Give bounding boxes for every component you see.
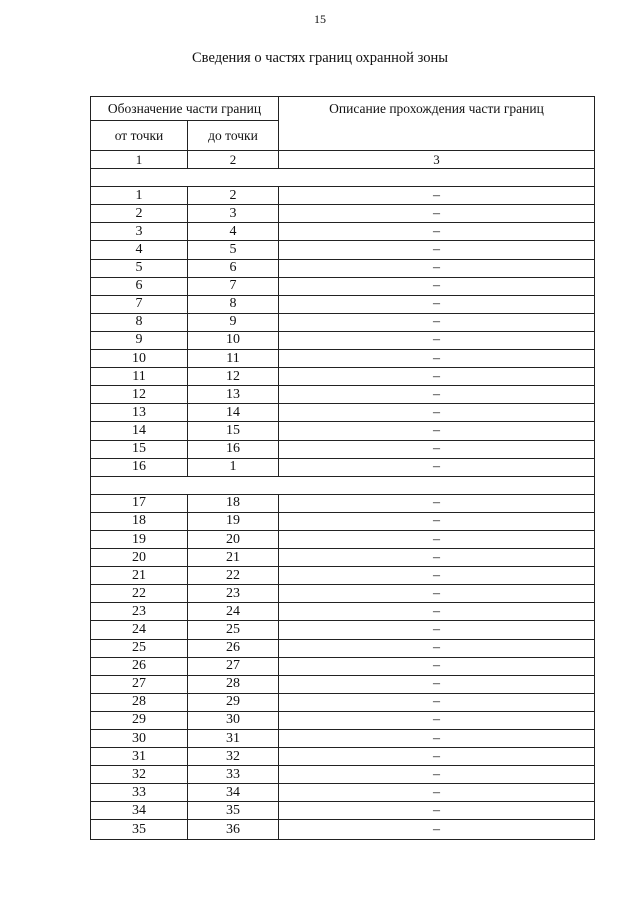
column-number: 1 <box>91 151 188 168</box>
to-point-cell: 9 <box>188 314 279 331</box>
to-point-cell: 2 <box>188 187 279 204</box>
table-row <box>91 694 594 712</box>
table-row <box>91 676 594 694</box>
description-cell: – <box>433 223 440 239</box>
table-row <box>91 332 594 350</box>
table-row <box>91 603 594 621</box>
from-point-cell: 28 <box>91 694 188 711</box>
from-point-cell: 7 <box>91 296 188 313</box>
header-boundary-description: Описание прохождения части границ <box>329 101 544 116</box>
from-point-cell: 19 <box>91 531 188 548</box>
table-row <box>91 422 594 440</box>
to-point-cell: 23 <box>188 585 279 602</box>
to-point-cell: 5 <box>188 241 279 258</box>
to-point-cell: 36 <box>188 820 279 838</box>
table-row <box>91 314 594 332</box>
from-point-cell: 33 <box>91 784 188 801</box>
to-point-cell: 10 <box>188 332 279 349</box>
description-cell: – <box>433 748 440 764</box>
description-cell: – <box>433 712 440 728</box>
table-row <box>91 223 594 241</box>
from-point-cell: 14 <box>91 422 188 439</box>
from-point-cell: 32 <box>91 766 188 783</box>
boundary-table <box>90 96 595 840</box>
description-cell: – <box>433 350 440 366</box>
description-cell: – <box>433 640 440 656</box>
table-row <box>91 296 594 314</box>
description-cell: – <box>433 676 440 692</box>
from-point-cell: 16 <box>91 459 188 476</box>
table-row <box>91 260 594 278</box>
to-point-cell: 28 <box>188 676 279 693</box>
from-point-cell: 35 <box>91 820 188 838</box>
to-point-cell: 21 <box>188 549 279 566</box>
from-point-cell: 24 <box>91 621 188 638</box>
to-point-cell: 15 <box>188 422 279 439</box>
from-point-cell: 22 <box>91 585 188 602</box>
to-point-cell: 27 <box>188 658 279 675</box>
to-point-cell: 6 <box>188 260 279 277</box>
from-point-cell: 13 <box>91 404 188 421</box>
description-cell: – <box>433 513 440 529</box>
description-cell: – <box>433 549 440 565</box>
description-cell: – <box>433 314 440 330</box>
from-point-cell: 2 <box>91 205 188 222</box>
to-point-cell: 32 <box>188 748 279 765</box>
to-point-cell: 11 <box>188 350 279 367</box>
description-cell: – <box>433 422 440 438</box>
table-row <box>91 640 594 658</box>
to-point-cell: 19 <box>188 513 279 530</box>
description-cell: – <box>433 332 440 348</box>
description-cell: – <box>433 242 440 258</box>
from-point-cell: 25 <box>91 640 188 657</box>
to-point-cell: 16 <box>188 441 279 458</box>
column-number: 2 <box>188 151 279 168</box>
table-row <box>91 658 594 676</box>
page-number: 15 <box>314 12 326 26</box>
table-row <box>91 621 594 639</box>
from-point-cell: 12 <box>91 386 188 403</box>
column-number: 3 <box>433 152 440 168</box>
to-point-cell: 33 <box>188 766 279 783</box>
description-cell: – <box>433 495 440 511</box>
header-boundary-designation: Обозначение части границ <box>91 97 279 121</box>
description-cell: – <box>433 386 440 402</box>
description-cell: – <box>433 260 440 276</box>
from-point-cell: 18 <box>91 513 188 530</box>
description-cell: – <box>433 585 440 601</box>
to-point-cell: 26 <box>188 640 279 657</box>
to-point-cell: 29 <box>188 694 279 711</box>
group-separator-row <box>91 169 594 187</box>
group-separator-row <box>91 477 594 495</box>
table-row <box>91 350 594 368</box>
to-point-cell: 12 <box>188 368 279 385</box>
to-point-cell: 24 <box>188 603 279 620</box>
table-header <box>91 97 594 151</box>
description-cell: – <box>433 766 440 782</box>
table-row <box>91 441 594 459</box>
table-row <box>91 784 594 802</box>
table-row <box>91 549 594 567</box>
header-from-point: от точки <box>91 121 188 150</box>
table-row <box>91 567 594 585</box>
from-point-cell: 30 <box>91 730 188 747</box>
to-point-cell: 1 <box>188 459 279 476</box>
table-row <box>91 187 594 205</box>
table-row <box>91 730 594 748</box>
table-row <box>91 802 594 820</box>
description-cell: – <box>433 531 440 547</box>
description-cell: – <box>433 621 440 637</box>
table-row <box>91 404 594 422</box>
from-point-cell: 6 <box>91 278 188 295</box>
table-row <box>91 205 594 223</box>
column-number-row <box>91 151 594 169</box>
description-cell: – <box>433 296 440 312</box>
from-point-cell: 20 <box>91 549 188 566</box>
table-row <box>91 585 594 603</box>
from-point-cell: 5 <box>91 260 188 277</box>
from-point-cell: 27 <box>91 676 188 693</box>
to-point-cell: 30 <box>188 712 279 729</box>
table-row <box>91 386 594 404</box>
from-point-cell: 11 <box>91 368 188 385</box>
table-row <box>91 766 594 784</box>
from-point-cell: 15 <box>91 441 188 458</box>
to-point-cell: 18 <box>188 495 279 512</box>
to-point-cell: 20 <box>188 531 279 548</box>
from-point-cell: 9 <box>91 332 188 349</box>
description-cell: – <box>433 441 440 457</box>
description-cell: – <box>433 694 440 710</box>
table-row <box>91 495 594 513</box>
from-point-cell: 17 <box>91 495 188 512</box>
to-point-cell: 31 <box>188 730 279 747</box>
to-point-cell: 13 <box>188 386 279 403</box>
description-cell: – <box>433 459 440 475</box>
description-cell: – <box>433 821 440 837</box>
description-cell: – <box>433 567 440 583</box>
to-point-cell: 25 <box>188 621 279 638</box>
from-point-cell: 23 <box>91 603 188 620</box>
from-point-cell: 4 <box>91 241 188 258</box>
to-point-cell: 22 <box>188 567 279 584</box>
description-cell: – <box>433 658 440 674</box>
table-row <box>91 531 594 549</box>
description-cell: – <box>433 404 440 420</box>
to-point-cell: 3 <box>188 205 279 222</box>
table-row <box>91 459 594 477</box>
document-title: Сведения о частях границ охранной зоны <box>192 50 448 66</box>
from-point-cell: 34 <box>91 802 188 819</box>
from-point-cell: 31 <box>91 748 188 765</box>
table-row <box>91 368 594 386</box>
to-point-cell: 35 <box>188 802 279 819</box>
description-cell: – <box>433 187 440 203</box>
description-cell: – <box>433 802 440 818</box>
table-row <box>91 513 594 531</box>
table-row <box>91 712 594 730</box>
from-point-cell: 29 <box>91 712 188 729</box>
from-point-cell: 26 <box>91 658 188 675</box>
to-point-cell: 14 <box>188 404 279 421</box>
from-point-cell: 1 <box>91 187 188 204</box>
description-cell: – <box>433 368 440 384</box>
description-cell: – <box>433 784 440 800</box>
table-row <box>91 241 594 259</box>
header-to-point: до точки <box>188 121 279 150</box>
to-point-cell: 4 <box>188 223 279 240</box>
table-row <box>91 748 594 766</box>
table-row <box>91 820 594 838</box>
to-point-cell: 7 <box>188 278 279 295</box>
from-point-cell: 21 <box>91 567 188 584</box>
description-cell: – <box>433 730 440 746</box>
table-body <box>91 169 594 838</box>
from-point-cell: 8 <box>91 314 188 331</box>
description-cell: – <box>433 278 440 294</box>
from-point-cell: 3 <box>91 223 188 240</box>
to-point-cell: 34 <box>188 784 279 801</box>
description-cell: – <box>433 603 440 619</box>
to-point-cell: 8 <box>188 296 279 313</box>
description-cell: – <box>433 205 440 221</box>
from-point-cell: 10 <box>91 350 188 367</box>
table-row <box>91 278 594 296</box>
